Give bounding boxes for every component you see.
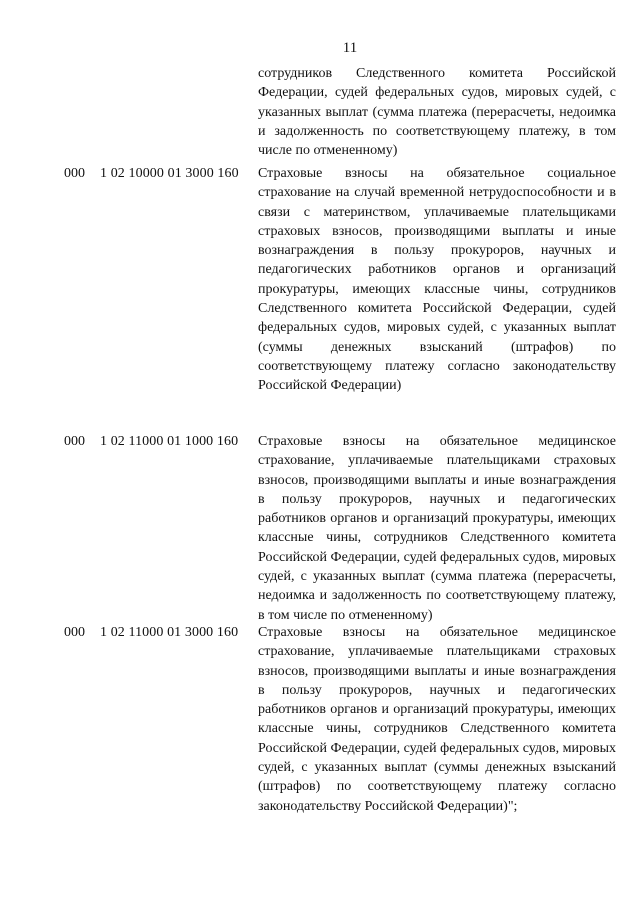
entry-description: Страховые взносы на обязательное медицинское страхование, уплачиваемые плательщиками страховых взносов, производящими выплаты и иные вознаграждения в пользу прокуроров, научных и педагогических работников органов и организаций прокуратуры, имеющих классные чины, сотрудников Следственного комитета Российской Федерации, судей федеральных судов, мировых судей, с указанных выплат (сумма платежа (перерасчеты, недоимка и задолженность по соответствующему платежу, в том числе по отмененному) <box>258 434 616 623</box>
page-number: 11 <box>342 40 358 56</box>
budget-classification-code: 1 02 10000 01 3000 160 <box>100 166 239 181</box>
budget-classification-code: 1 02 11000 01 3000 160 <box>100 625 239 640</box>
code-prefix: 000 <box>64 434 85 449</box>
budget-classification-code: 1 02 11000 01 1000 160 <box>100 434 239 449</box>
entry-description: Страховые взносы на обязательное социальное страхование на случай временной нетрудоспособности и в связи с материнством, уплачиваемые плательщиками страховых взносов, производящими выплаты и иные вознаграждения в пользу прокуроров, научных и педагогических работников органов и организаций прокуратуры, имеющих классные чины, сотрудников Следственного комитета Российской Федерации, судей федеральных судов, мировых судей, с указанных выплат (суммы денежных взысканий (штрафов) по соответствующему платежу согласно законодательству Российской Федерации) <box>258 166 616 394</box>
code-prefix: 000 <box>64 166 85 181</box>
continuation-text: сотрудников Следственного комитета Российской Федерации, судей федеральных судов, мировых судей, с указанных выплат (сумма платежа (перерасчеты, недоимка и задолженность по соответствующему платежу, в том числе по отмененному) <box>258 66 616 159</box>
code-prefix: 000 <box>64 625 85 640</box>
entry-description: Страховые взносы на обязательное медицинское страхование, уплачиваемые плательщиками страховых взносов, производящими выплаты и иные вознаграждения в пользу прокуроров, научных и педагогических работников органов и организаций прокуратуры, имеющих классные чины, сотрудников Следственного комитета Российской Федерации, судей федеральных судов, мировых судей, с указанных выплат (суммы денежных взысканий (штрафов) по соответствующему платежу согласно законодательству Российской Федерации)"; <box>258 625 616 814</box>
